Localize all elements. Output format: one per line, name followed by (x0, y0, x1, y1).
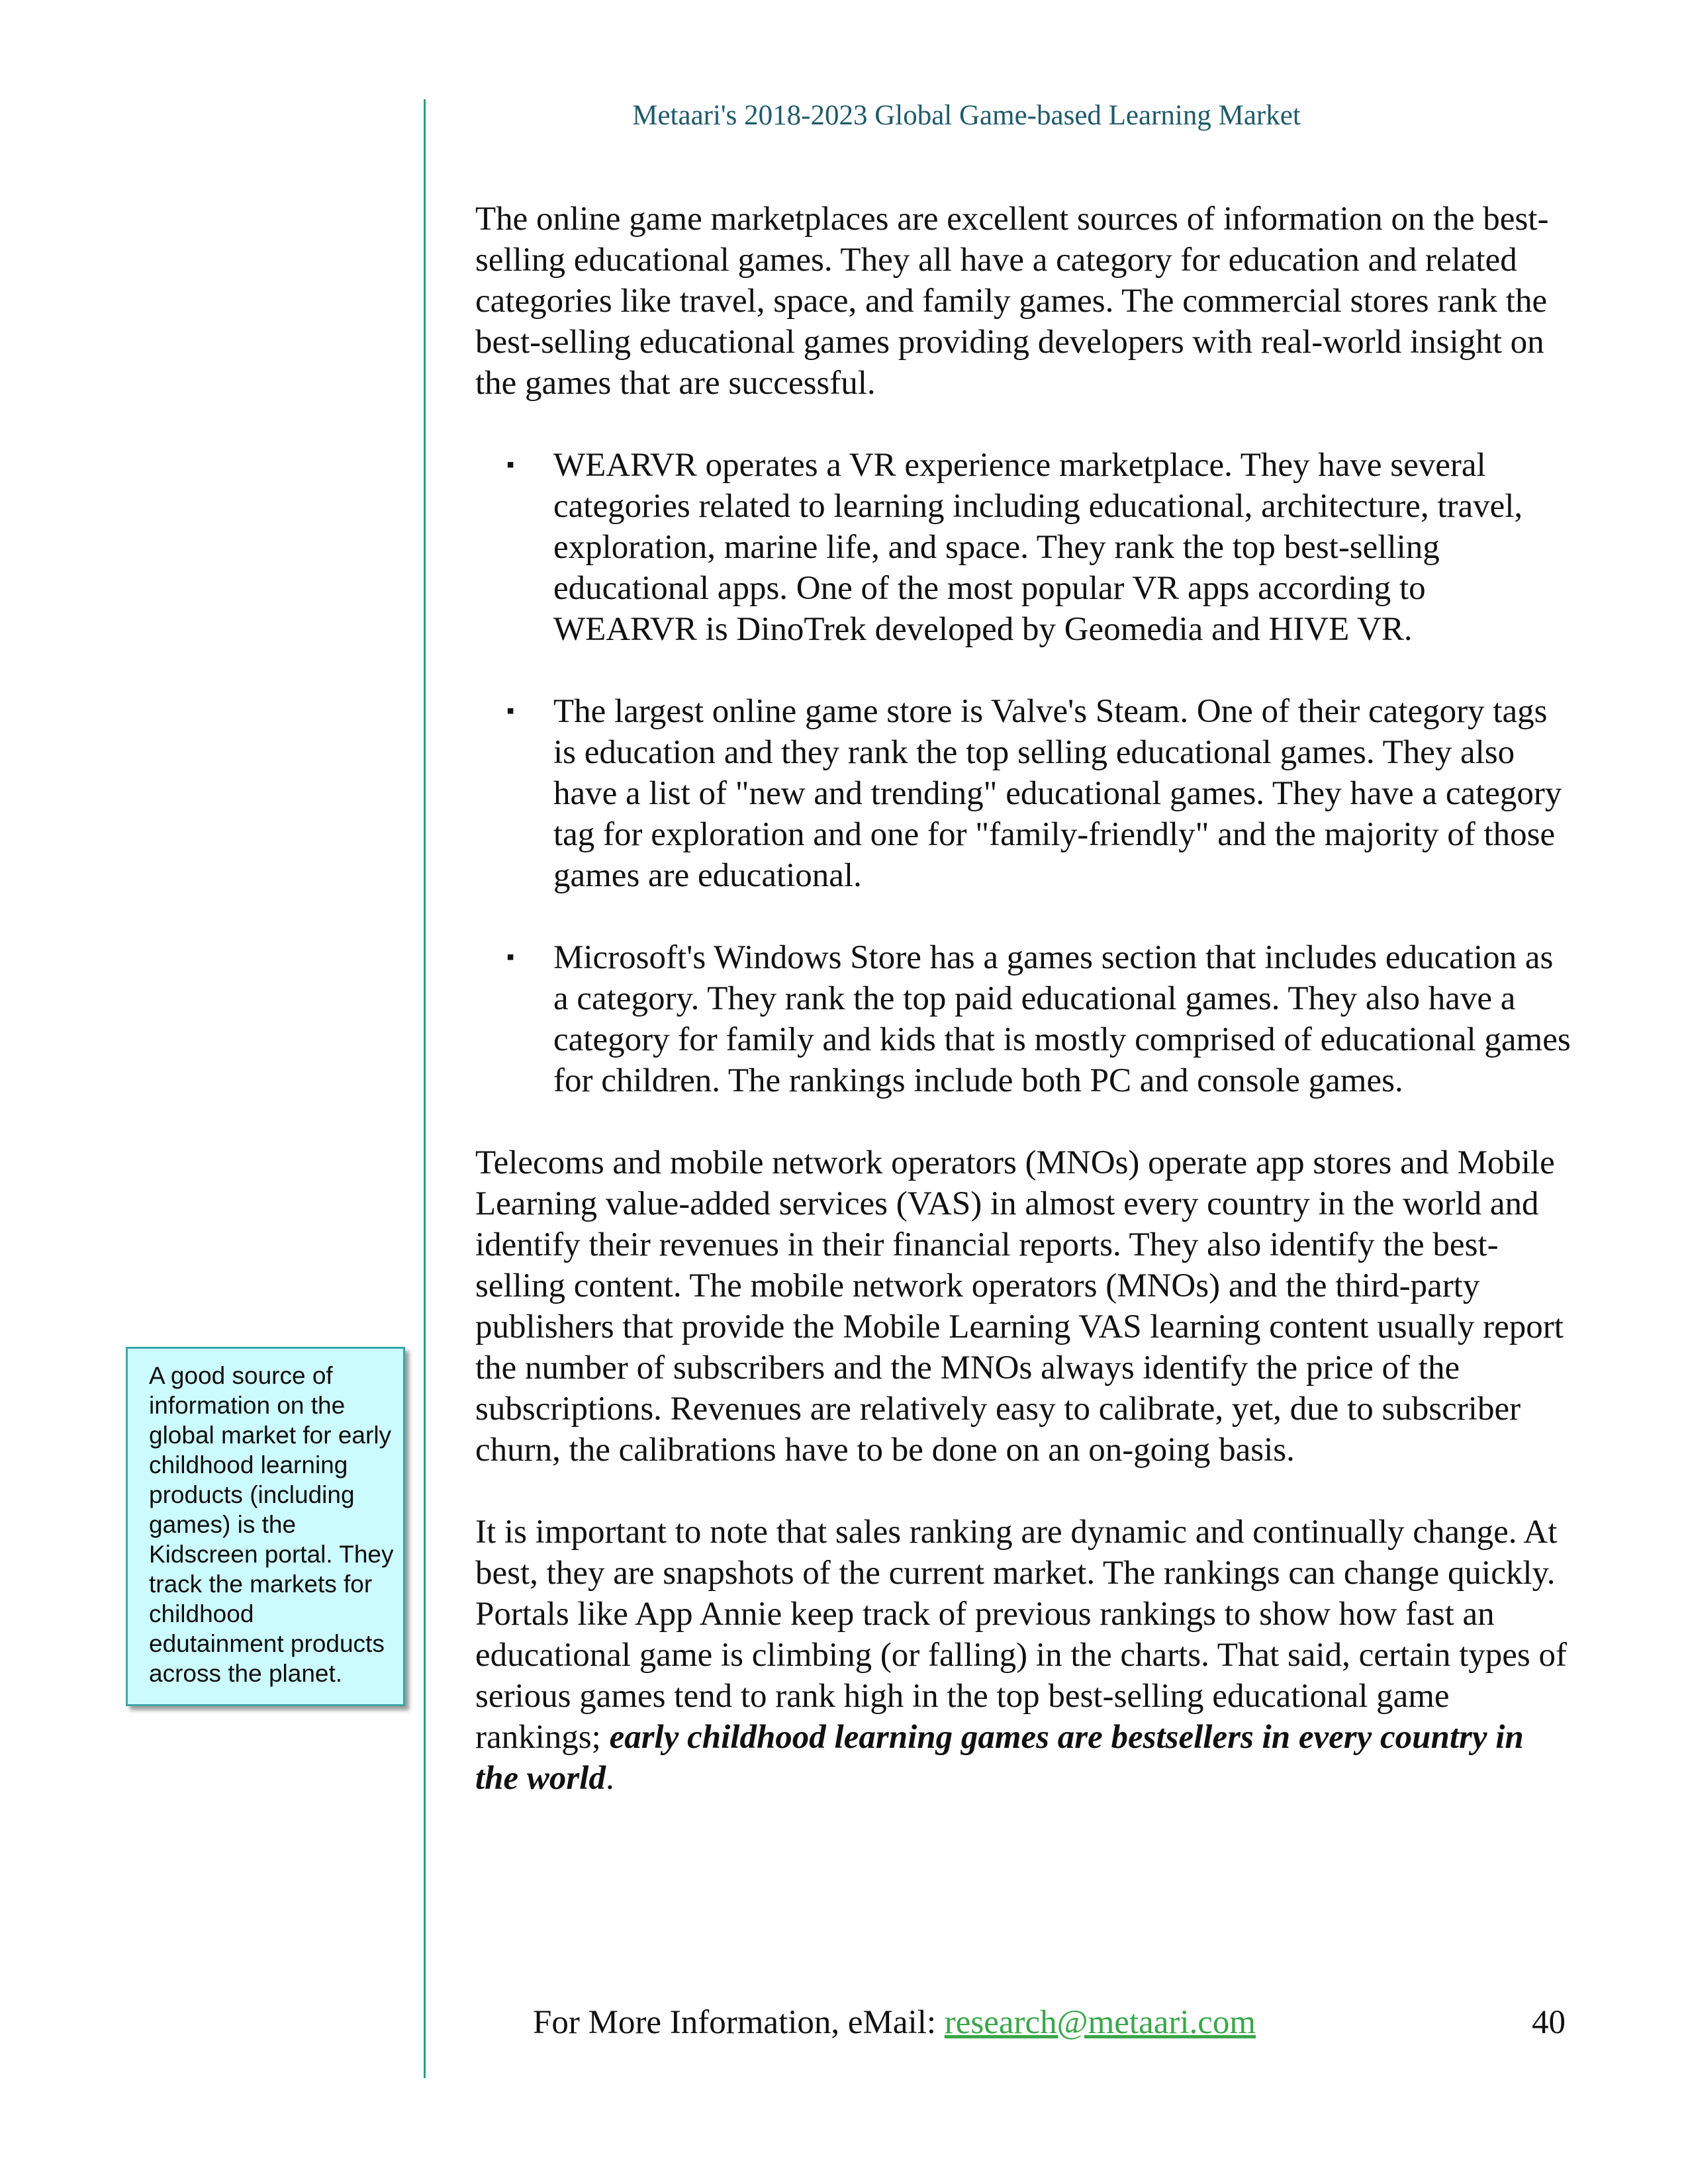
list-item-steam (475, 691, 1574, 896)
list-item-windows-store (475, 937, 1574, 1101)
footer-label: For More Information, eMail: (533, 2004, 945, 2041)
square-bullet-icon: ▪ (506, 945, 515, 970)
list-item-text: WEARVR operates a VR experience marketplace. They have several categories related to learning including educational, architecture, travel, exploration, marine life, and space. They rank the top best-selling educational apps. One of the most popular VR apps according to WEARVR is DinoTrek developed by Geomedia and HIVE VR. (553, 447, 1523, 648)
page-number: 40 (1532, 2004, 1566, 2041)
marketplace-list (475, 445, 1574, 1101)
list-item-text: The largest online game store is Valve's Steam. One of their category tags is education and they rank the top selling educational games. They also have a list of "new and trending" educational games. They have a category tag for exploration and one for "family-friendly" and the majority of those games are educational. (553, 693, 1562, 894)
closing-period: . (605, 1760, 614, 1797)
list-item-wearvr (475, 445, 1574, 650)
closing-emphasis: early childhood learning games are bestsellers in every country in the world (475, 1719, 1524, 1797)
email-link[interactable]: research@metaari.com (944, 2004, 1256, 2041)
closing-paragraph (475, 1512, 1574, 1799)
list-item-text: Microsoft's Windows Store has a games section that includes education as a category. They rank the top paid educational games. They also have a category for family and kids that is mostly comprised of educational games for children. The rankings include both PC and console games. (553, 939, 1571, 1099)
main-body (475, 199, 1574, 1840)
page-footer (533, 2002, 1566, 2043)
telecoms-paragraph: Telecoms and mobile network operators (MNOs) operate app stores and Mobile Learning value-added services (VAS) in almost every country in the world and identify their revenues in their financial reports. They also identify the best-selling content. The mobile network operators (MNOs) and the third-party publishers that provide the Mobile Learning VAS learning content usually report the number of subscribers and the MNOs always identify the price of the subscriptions. Revenues are relatively easy to calibrate, yet, due to subscriber churn, the calibrations have to be done on an on-going basis. (475, 1144, 1564, 1469)
margin-rule (424, 99, 426, 2078)
sidebar-callout: A good source of information on the global market for early childhood learning products (including games) is the Kidscreen portal. They track the markets for childhood edutainment products across the planet. (126, 1347, 405, 1706)
intro-paragraph: The online game marketplaces are excellent sources of information on the best-selling educational games. They all have a category for education and related categories like travel, space, and family games. The commercial stores rank the best-selling educational games providing developers with real-world insight on the games that are successful. (475, 201, 1549, 402)
closing-text: It is important to note that sales ranking are dynamic and continually change. At best, they are snapshots of the current market. The rankings can change quickly. Portals like App Annie keep track of previous rankings to show how fast an educational game is climbing (or falling) in the charts. That said, certain types of serious games tend to rank high in the top best-selling educational game rankings; (475, 1514, 1567, 1756)
square-bullet-icon: ▪ (506, 453, 515, 477)
running-header: Metaari's 2018-2023 Global Game-based Learning Market (632, 100, 1301, 131)
square-bullet-icon: ▪ (506, 699, 515, 723)
